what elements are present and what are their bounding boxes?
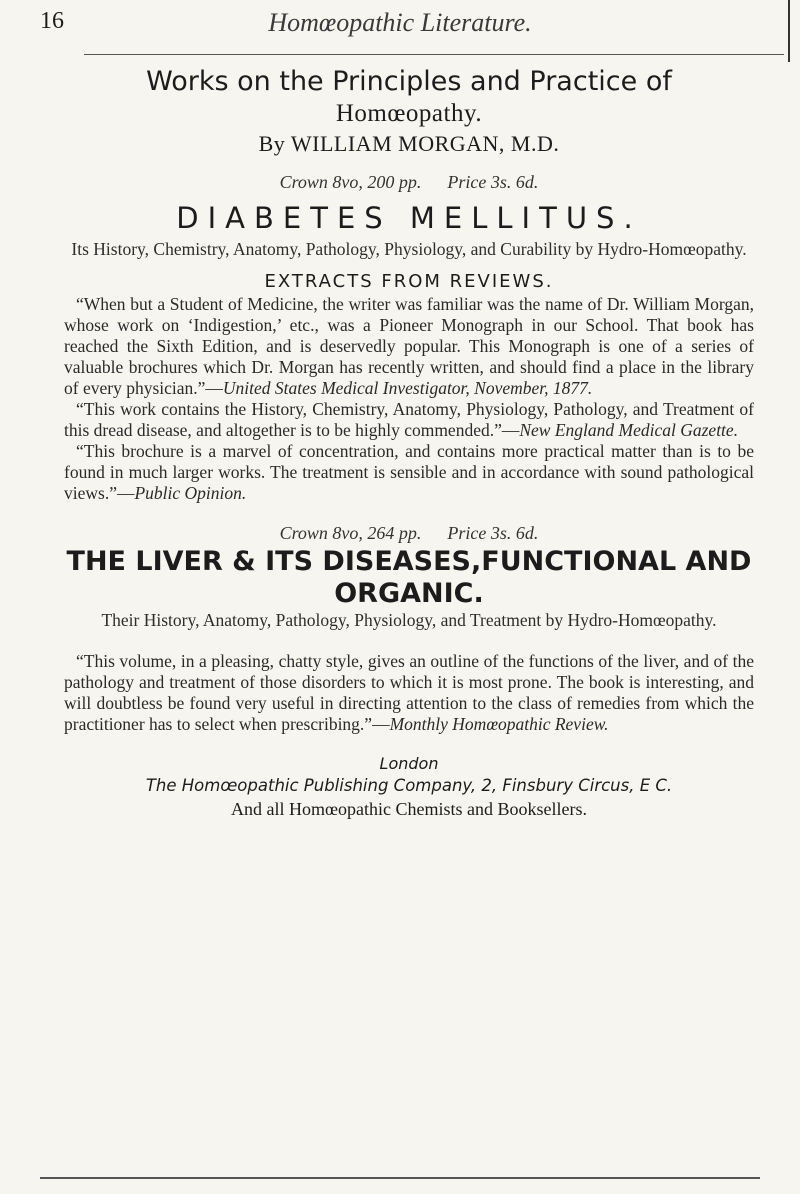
review-source: United States Medical Investigator, November, 1877. (222, 378, 593, 398)
publisher-block (64, 753, 754, 821)
book-description: Its History, Chemistry, Anatomy, Pathology, Physiology, and Curability by Hydro-Homœopathy. (71, 239, 747, 259)
book-price: Price 3s. 6d. (447, 172, 539, 192)
page-number: 16 (40, 8, 64, 34)
publisher-city: London (379, 754, 439, 773)
author-line: By WILLIAM MORGAN, M.D. (258, 131, 560, 156)
book-title: THE LIVER & ITS DISEASES,FUNCTIONAL AND ORGANIC. (66, 546, 752, 609)
series-title: Works on the Principles and Practice of (146, 66, 672, 97)
review-source: New England Medical Gazette. (519, 420, 739, 440)
book-title: DIABETES MELLITUS. (176, 201, 642, 235)
book-format: Crown 8vo, 264 pp. (279, 523, 422, 543)
header-rule (84, 54, 784, 55)
reviews-heading: EXTRACTS FROM REVIEWS. (264, 271, 554, 292)
review-quote (64, 441, 754, 504)
book-meta (64, 169, 754, 195)
page-edge-line (788, 0, 790, 62)
book-meta (64, 520, 754, 546)
review-source: Public Opinion. (134, 483, 247, 503)
advertisement-content (64, 62, 754, 821)
review-source: Monthly Homœopathic Review. (389, 714, 609, 734)
book-entry-diabetes (64, 169, 754, 504)
review-quote (64, 651, 754, 735)
book-entry-liver (64, 520, 754, 735)
running-head (40, 8, 760, 42)
running-title: Homœopathic Literature. (268, 8, 532, 37)
book-format: Crown 8vo, 200 pp. (279, 172, 422, 192)
series-subtitle: Homœopathy. (335, 100, 483, 127)
review-text: “This work contains the History, Chemistry, Anatomy, Physiology, Pathology, and Treatment of this dread disease, and altogether is to be highly commended.”— (64, 399, 754, 440)
review-quote (64, 399, 754, 441)
review-text: “This volume, in a pleasing, chatty style, gives an outline of the functions of the liver, and of the pathology and treatment of those disorders to which it is most prone. The book is interesting, and will doubtless be found very useful in directing attention to the class of remedies from which the practitioner has to select when prescribing.”— (64, 651, 754, 734)
publisher-stockists: And all Homœopathic Chemists and Booksellers. (231, 799, 587, 819)
review-quote (64, 294, 754, 399)
review-text: “When but a Student of Medicine, the writer was familiar was the name of Dr. William Morgan, whose work on ‘Indigestion,’ etc., was a Pioneer Monograph in our School. That book has reached the Sixth Edition, and is deservedly popular. This Monograph is one of a series of valuable brochures which Dr. Morgan has recently written, and should find a place in the library of every physician.”— (64, 294, 754, 398)
footer-rule (40, 1177, 760, 1179)
book-description: Their History, Anatomy, Pathology, Physiology, and Treatment by Hydro-Homœopathy. (101, 610, 717, 630)
book-price: Price 3s. 6d. (447, 523, 539, 543)
publisher-name: The Homœopathic Publishing Company, 2, Finsbury Circus, E C. (145, 776, 673, 795)
review-text: “This brochure is a marvel of concentration, and contains more practical matter than is to be found in much larger works. The treatment is sensible and in accordance with sound pathological views.”— (64, 441, 754, 503)
